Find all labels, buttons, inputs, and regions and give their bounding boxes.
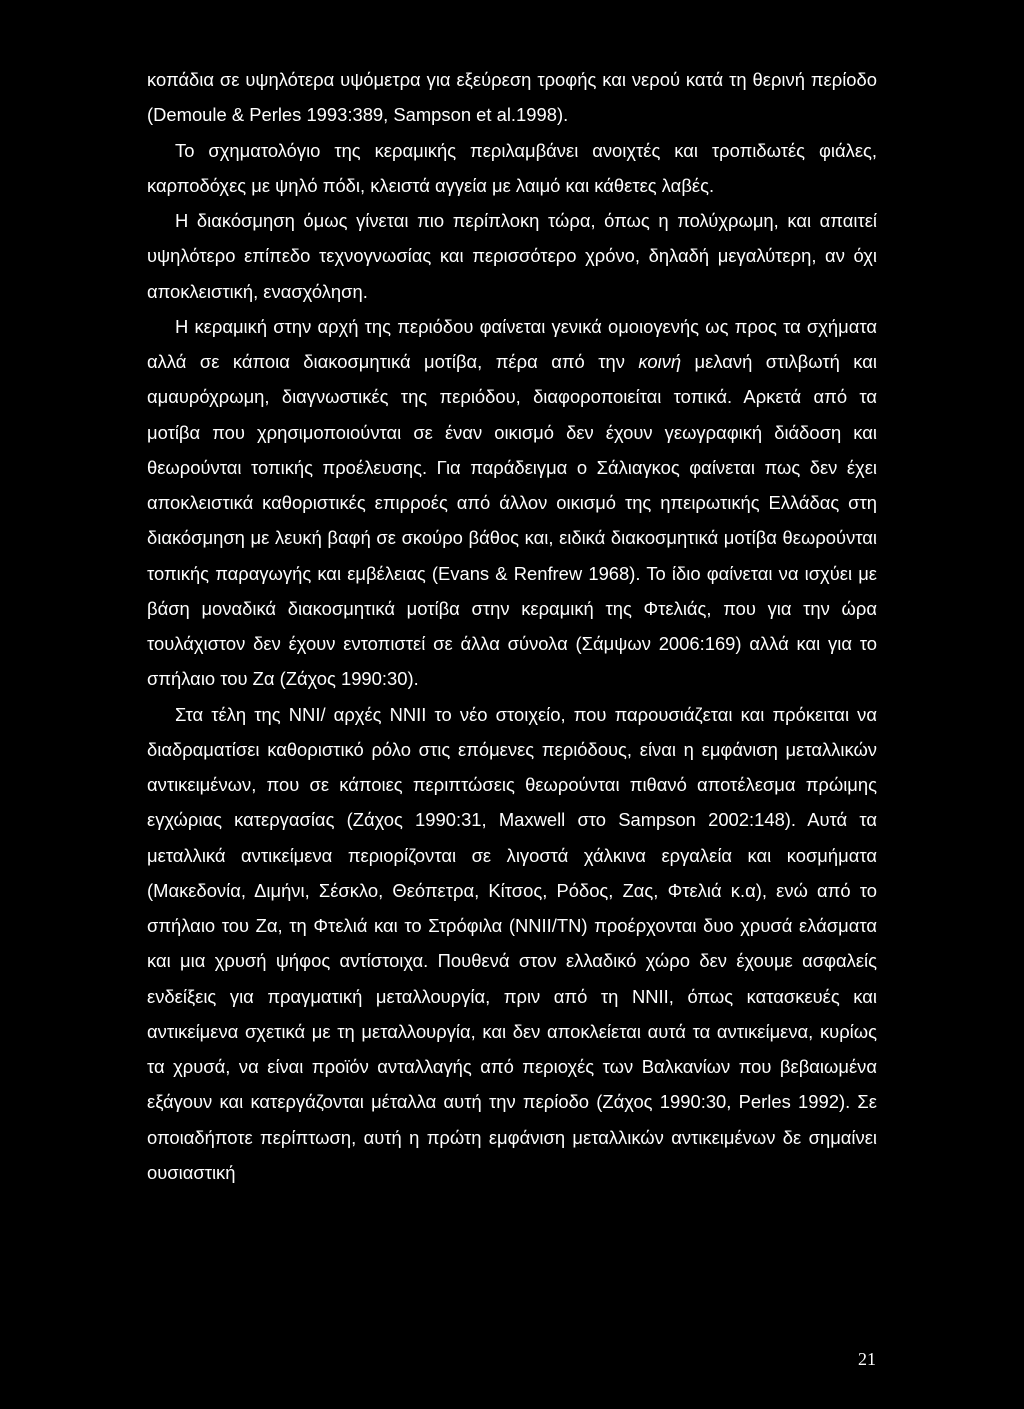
paragraph-4-text-a: Η κεραμική στην αρχή της περιόδου φαίνεται γενικά ομοιογενής ως προς τα σχήματα αλλά σε κάποια διακοσμητικά μοτίβα, πέρα από την <box>147 315 877 372</box>
paragraph-3: Η διακόσμηση όμως γίνεται πιο περίπλοκη τώρα, όπως η πολύχρωμη, και απαιτεί υψηλότερο επίπεδο τεχνογνωσίας και περισσότερο χρόνο, δηλαδή μεγαλύτερη, αν όχι αποκλειστική, ενασχόληση. <box>147 210 877 302</box>
paragraph-4-text-b: μελανή στιλβωτή και αμαυρόχρωμη, διαγνωστικές της περιόδου, διαφοροποιείται τοπικά. Αρκετά από τα μοτίβα που χρησιμοποιούνται σε έναν οικισμό δεν έχουν γεωγραφική διάδοση και θεωρούνται τοπικής προέλευσης. Για παράδειγμα ο Σάλιαγκος φαίνεται πως δεν έχει αποκλειστικά καθοριστικές επιρροές από άλλον οικισμό της ηπειρωτικής Ελλάδας στη διακόσμηση με λευκή βαφή σε σκούρο βάθος και, ειδικά διακοσμητικά μοτίβα θεωρούνται τοπικής παραγωγής και εμβέλειας (Evans & Renfrew 1968). Το ίδιο φαίνεται να ισχύει με βάση μοναδικά διακοσμητικά μοτίβα στην κεραμική της Φτελιάς, που για την ώρα τουλάχιστον δεν έχουν εντοπιστεί σε άλλα σύνολα (Σάμψων 2006:169) αλλά και για το σπήλαιο του Ζα (Ζάχος 1990:30). <box>147 351 877 690</box>
paragraph-2: Το σχηματολόγιο της κεραμικής περιλαμβάνει ανοιχτές και τροπιδωτές φιάλες, καρποδόχες με ψηλό πόδι, κλειστά αγγεία με λαιμό και κάθετες λαβές. <box>147 139 877 196</box>
page-number: 21 <box>858 1349 876 1369</box>
paragraph-5: Στα τέλη της ΝΝΙ/ αρχές ΝΝΙΙ το νέο στοιχείο, που παρουσιάζεται και πρόκειται να διαδραματίσει καθοριστικό ρόλο στις επόμενες περιόδους, είναι η εμφάνιση μεταλλικών αντικειμένων, που σε κάποιες περιπτώσεις θεωρούνται πιθανό αποτέλεσμα πρώιμης εγχώριας κατεργασίας (Ζάχος 1990:31, Maxwell στο Sampson 2002:148). Αυτά τα μεταλλικά αντικείμενα περιορίζονται σε λιγοστά χάλκινα εργαλεία και κοσμήματα (Μακεδονία, Διμήνι, Σέσκλο, Θεόπετρα, Κίτσος, Ρόδος, Ζας, Φτελιά κ.α), ενώ από το σπήλαιο του Ζα, τη Φτελιά και το Στρόφιλα (ΝΝΙΙ/ΤΝ) προέρχονται δυο χρυσά ελάσματα και μια χρυσή ψήφος αντίστοιχα. Πουθενά στον ελλαδικό χώρο δεν έχουμε ασφαλείς ενδείξεις για πραγματική μεταλλουργία, πριν από τη ΝΝΙΙ, όπως κατασκευές και αντικείμενα σχετικά με τη μεταλλουργία, και δεν αποκλείεται αυτά τα αντικείμενα, κυρίως τα χρυσά, να είναι προϊόν ανταλλαγής από περιοχές των Βαλκανίων που βεβαιωμένα εξάγουν και κατεργάζονται μέταλλα αυτή την περίοδο (Ζάχος 1990:30, Perles 1992). Σε οποιαδήποτε περίπτωση, αυτή η πρώτη εμφάνιση μεταλλικών αντικειμένων δε σημαίνει ουσιαστική <box>147 703 877 1183</box>
document-body <box>147 62 877 1190</box>
paragraph-1: κοπάδια σε υψηλότερα υψόμετρα για εξεύρεση τροφής και νερού κατά τη θερινή περίοδο (Demoule & Perles 1993:389, Sampson et al.1998). <box>147 69 877 126</box>
paragraph-4 <box>147 309 877 697</box>
paragraph-4-italic-term: κοινή <box>638 351 682 372</box>
